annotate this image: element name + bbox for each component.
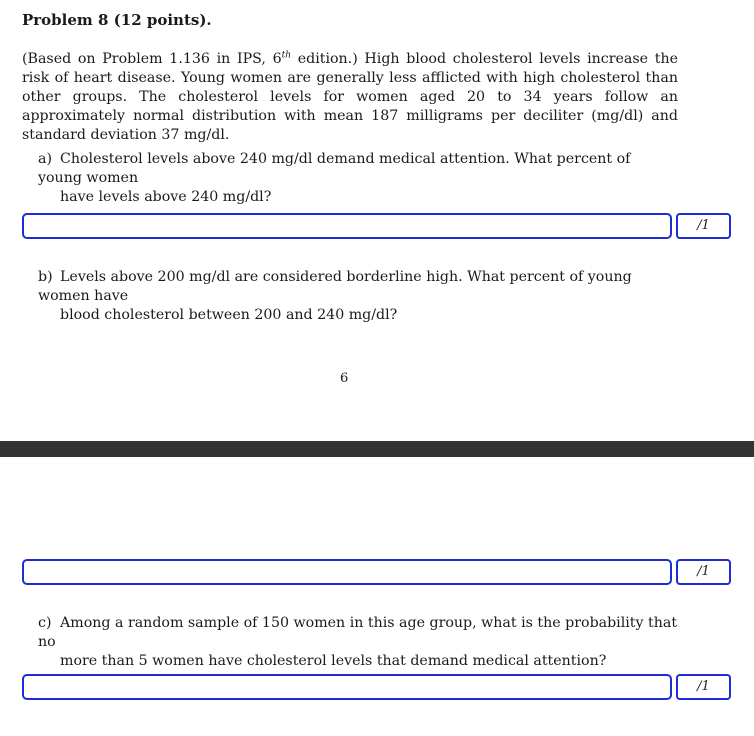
question-c-label: c) [38, 615, 52, 631]
question-b [38, 268, 678, 325]
question-a-label: a) [38, 151, 52, 167]
question-b-label: b) [38, 269, 53, 285]
question-a-line1: Cholesterol levels above 240 mg/dl demand medical attention. What percent of young women [38, 151, 631, 186]
question-a-line2: have levels above 240 mg/dl? [60, 189, 272, 205]
intro-text-post: edition.) High blood cholesterol levels increase the risk of heart disease. Young women are generally less afflicted with high cholesterol than other groups. The cholesterol levels for women aged 20 to 34 years follow an approximately normal distribution with mean 187 milligrams per deciliter (mg/dl) and standard deviation 37 mg/dl. [22, 51, 679, 143]
intro-text-pre: (Based on Problem 1.136 in IPS, 6 [22, 51, 282, 67]
score-box-a: /1 [676, 213, 731, 239]
score-box-b: /1 [676, 559, 731, 585]
question-c-line1: Among a random sample of 150 women in this age group, what is the probability that no [38, 615, 678, 650]
page-break-divider [0, 441, 754, 457]
answer-field-b[interactable] [22, 559, 672, 585]
question-a [38, 150, 678, 207]
question-c-line2: more than 5 women have cholesterol levels that demand medical attention? [60, 653, 607, 669]
question-b-line2: blood cholesterol between 200 and 240 mg/dl? [60, 307, 398, 323]
intro-superscript: th [281, 50, 292, 61]
page-number: 6 [340, 371, 349, 386]
question-b-line1: Levels above 200 mg/dl are considered borderline high. What percent of young women have [38, 269, 632, 304]
problem-title: Problem 8 (12 points). [22, 11, 212, 29]
question-c [38, 614, 678, 671]
problem-intro [22, 50, 678, 145]
score-box-c: /1 [676, 674, 731, 700]
answer-field-c[interactable] [22, 674, 672, 700]
answer-field-a[interactable] [22, 213, 672, 239]
